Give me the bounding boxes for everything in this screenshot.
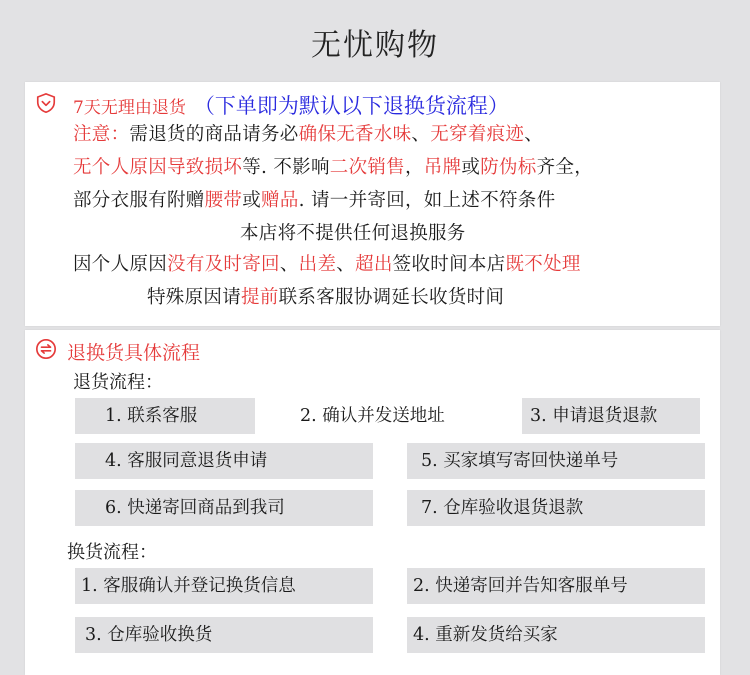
notice-label: 注意：: [73, 124, 130, 145]
policy-text: 、: [279, 254, 299, 275]
policy-highlight: 无个人原因导致损坏: [73, 157, 243, 178]
policy-highlight: 吊牌: [423, 157, 462, 178]
return-process-title: 退货流程：: [73, 372, 163, 393]
step-label: 7. 仓库验收退货退款: [421, 498, 584, 518]
process-heading: 退换货具体流程: [67, 342, 201, 364]
policy-text: 、: [411, 124, 431, 145]
policy-highlight: 无穿着痕迹: [430, 124, 525, 145]
policy-line-2: [73, 153, 593, 179]
exchange-step-1: [75, 568, 373, 604]
policy-heading-text: 7天无理由退货: [73, 98, 186, 118]
policy-highlight: 确保无香水味: [298, 124, 412, 145]
shield-heart-icon: [35, 92, 57, 114]
exchange-step-3: [75, 617, 373, 653]
step-label: 4. 客服同意退货申请: [105, 451, 268, 471]
policy-text: 、: [524, 124, 544, 145]
step-label: 5. 买家填写寄回快递单号: [421, 451, 619, 471]
policy-highlight: 防伪标: [480, 157, 537, 178]
step-label: 6. 快递寄回商品到我司: [105, 498, 285, 518]
step-label: 3. 仓库验收换货: [85, 625, 213, 645]
process-card: [25, 330, 720, 675]
policy-highlight: 赠品: [261, 190, 299, 211]
policy-highlight: 腰带: [204, 190, 243, 211]
policy-highlight: 没有及时寄回: [167, 254, 280, 275]
step-label: 4. 重新发货给买家: [413, 625, 558, 645]
step-label: 1. 联系客服: [105, 406, 198, 426]
policy-heading: [73, 90, 509, 120]
policy-line-6: [147, 283, 504, 309]
policy-text: 签收时间本店: [392, 254, 506, 275]
return-step-4: [75, 443, 373, 479]
exchange-step-2: [407, 568, 705, 604]
policy-text: ，: [404, 157, 424, 178]
return-step-6: [75, 490, 373, 526]
policy-text: 等. 不影响: [242, 157, 330, 178]
policy-text: 特殊原因请: [147, 287, 242, 308]
return-step-1: [75, 398, 255, 434]
exchange-process-title: 换货流程：: [67, 542, 157, 563]
policy-text: 因个人原因: [73, 254, 168, 275]
policy-line-3: [73, 186, 555, 212]
policy-line-1: [73, 120, 543, 146]
policy-text: 齐全，: [536, 157, 594, 178]
step-label: 1. 客服确认并登记换货信息: [81, 576, 296, 596]
exchange-step-4: [407, 617, 705, 653]
step-label: 3. 申请退货退款: [530, 406, 658, 426]
policy-highlight: 提前: [241, 287, 279, 308]
policy-line-5: [73, 250, 581, 276]
policy-heading-note: （下单即为默认以下退换货流程）: [193, 94, 509, 118]
policy-text: 、: [336, 254, 356, 275]
policy-line-4: 本店将不提供任何退换服务: [240, 223, 466, 244]
exchange-arrows-icon: [35, 338, 57, 360]
policy-text: 或: [242, 190, 262, 211]
page-header: [0, 0, 750, 80]
return-policy-card: [25, 82, 720, 326]
policy-highlight: 既不处理: [505, 254, 581, 275]
return-step-7: [407, 490, 705, 526]
policy-text: 联系客服协调延长收货时间: [278, 287, 505, 308]
policy-highlight: 超出: [355, 254, 393, 275]
policy-text: 或: [461, 157, 481, 178]
policy-text: 部分衣服有附赠: [73, 190, 205, 211]
policy-text: 需退货的商品请务必: [129, 124, 299, 145]
step-label: 2. 快递寄回并告知客服单号: [413, 576, 628, 596]
policy-highlight: 出差: [298, 254, 337, 275]
return-step-2: [280, 398, 480, 434]
policy-text: . 请一并寄回，如上述不符条件: [298, 190, 556, 211]
step-label: 2. 确认并发送地址: [300, 406, 445, 426]
policy-highlight: 二次销售: [329, 157, 405, 178]
page-title: 无忧购物: [311, 28, 439, 63]
return-step-3: [522, 398, 700, 434]
return-step-5: [407, 443, 705, 479]
